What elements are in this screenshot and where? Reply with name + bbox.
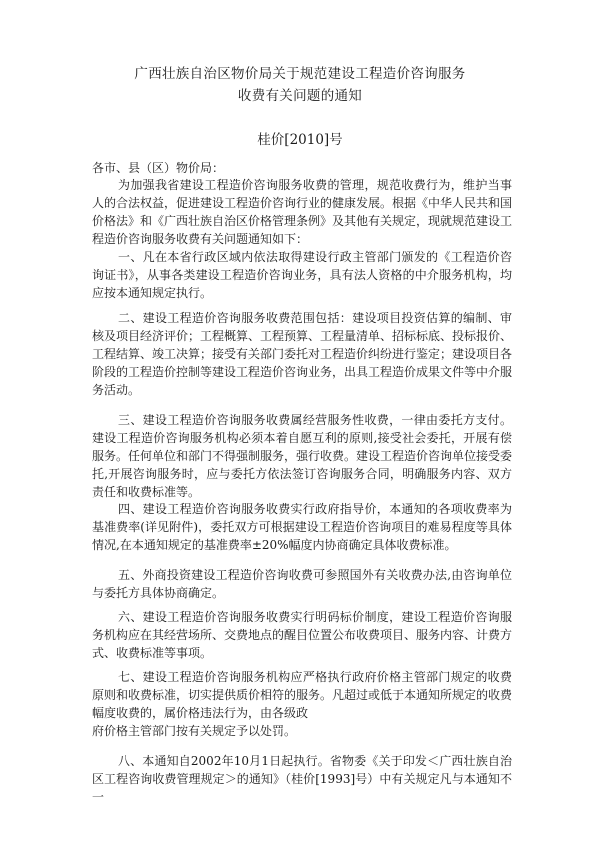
- clause-2: 二、建设工程造价咨询服务收费范围包括：建设项目投资估算的编制、审核及项目经济评价；工程概算、工程预算、工程量清单、招标标底、投标报价、工程结算、竣工决算；接受有关部门委托对工程造价纠纷进行鉴定；建设项目各阶段的工程造价控制等建设工程造价咨询业务，出具工程造价成果文件等中介服务活动。: [92, 311, 513, 397]
- clause-7-continuation: 府价格主管部门按有关规定予以处罚。: [92, 724, 297, 738]
- clause-4: 四、建设工程造价咨询服务收费实行政府指导价，本通知的各项收费率为基准费率(详见附件)，委托双方可根据建设工程造价咨询项目的难易程度等具体情况,在本通知规定的基准费率±20%幅度内协商确定具体收费标准。: [92, 502, 512, 552]
- document-title-line1: 广西壮族自治区物价局关于规范建设工程造价咨询服务: [134, 66, 466, 82]
- salutation: 各市、县（区）物价局：: [92, 161, 225, 175]
- clause-3: 三、建设工程造价咨询服务收费属经营服务性收费，一律由委托方支付。建设工程造价咨询服务机构必须本着自愿互利的原则,接受社会委托，开展有偿服务。任何单位和部门不得强制服务，强行收费。建设工程造价咨询单位接受委托,开展咨询服务时，应与委托方依法签订咨询服务合同，明确服务内容、双方责任和收费标准等。: [92, 413, 513, 499]
- document-title-line2: 收费有关问题的通知: [237, 88, 363, 104]
- clause-7: 七、建设工程造价咨询服务机构应严格执行政府价格主管部门规定的收费原则和收费标准，切实提供质价相符的服务。凡超过或低于本通知所规定的收费幅度收费的，属价格违法行为，由各级政: [92, 670, 513, 720]
- clause-5: 五、外商投资建设工程造价咨询收费可参照国外有关收费办法,由咨询单位与委托方具体协商确定。: [92, 568, 512, 600]
- clause-1: 一、凡在本省行政区域内依法取得建设行政主管部门颁发的《工程造价咨询证书》，从事各类建设工程造价咨询业务，具有法人资格的中介服务机构，均应按本通知规定执行。: [92, 250, 512, 300]
- document-number: 桂价[2010]号: [257, 132, 343, 148]
- intro-paragraph: 为加强我省建设工程造价咨询服务收费的管理，规范收费行为，维护当事人的合法权益，促进建设工程造价咨询行业的健康发展。根据《中华人民共和国价格法》和《广西壮族自治区价格管理条例》及其他有关规定，现就规范建设工程造价咨询服务收费有关问题通知如下：: [92, 178, 513, 246]
- clause-8: 八、本通知自2002年10月1日起执行。省物委《关于印发＜广西壮族自治区工程咨询收费管理规定＞的通知》（桂价[1993]号）中有关规定凡与本通知不一: [92, 754, 512, 804]
- clause-6: 六、建设工程造价咨询服务收费实行明码标价制度，建设工程造价咨询服务机构应在其经营场所、交费地点的醒目位置公布收费项目、服务内容、计费方式、收费标准等事项。: [92, 610, 513, 660]
